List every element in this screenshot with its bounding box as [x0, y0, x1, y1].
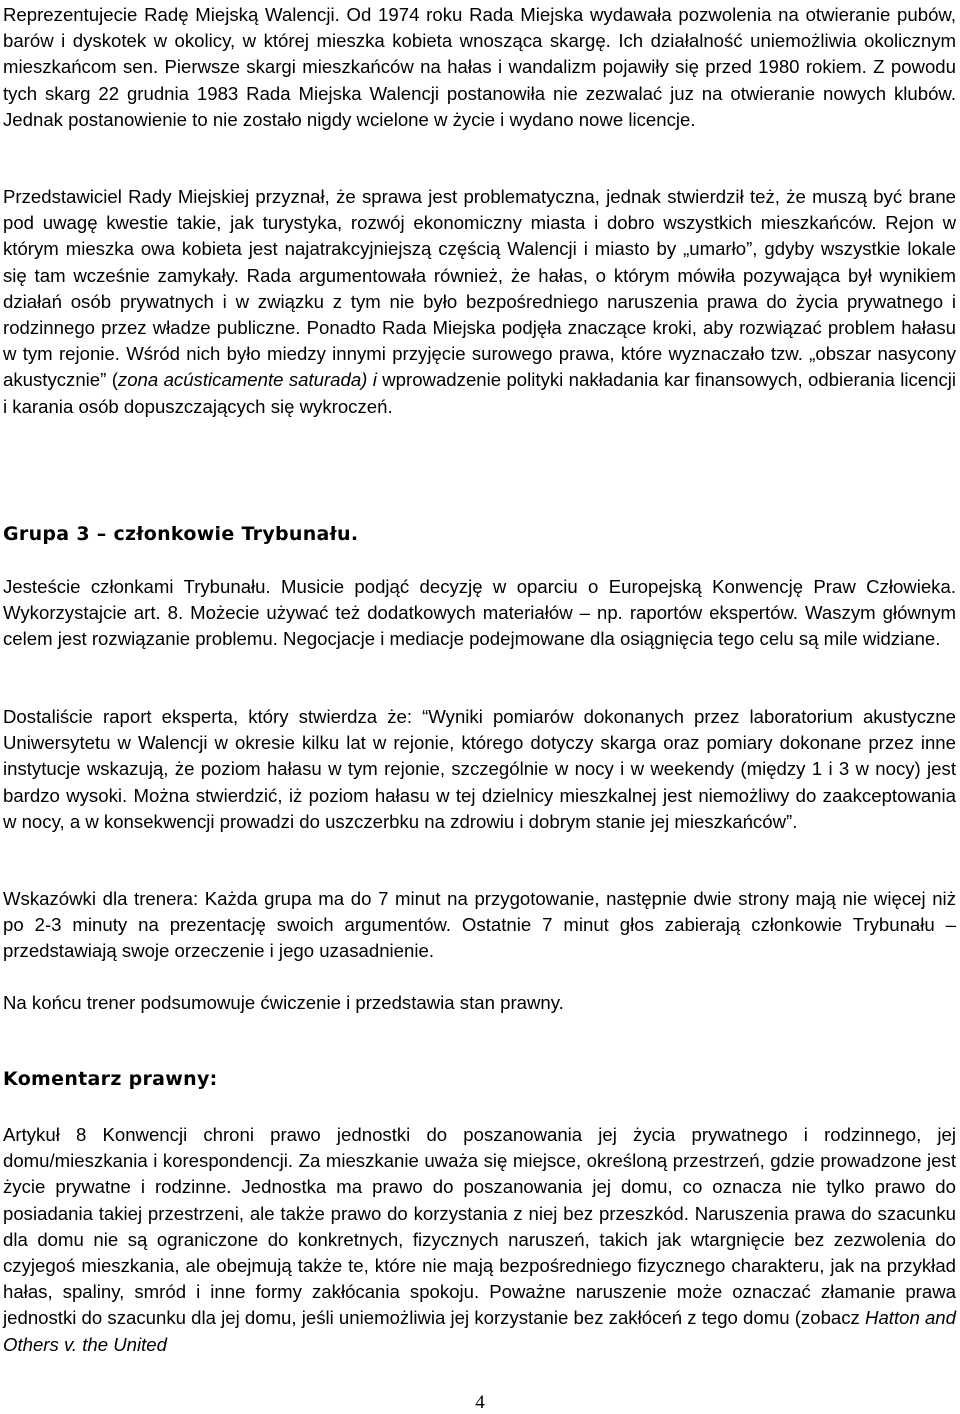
- paragraph-expert-report: Dostaliście raport eksperta, który stwierdza że: “Wyniki pomiarów dokonanych przez laboratorium akustyczne Uniwersytetu w Walencji w okresie kilku lat w rejonie, którego dotyczy skarga oraz pomiary dokonane przez inne instytucje wskazują, że poziom hałasu w tym rejonie, szczególnie w nocy i w weekendy (między 1 i 3 w nocy) jest bardzo wysoki. Można stwierdzić, iż poziom hałasu w tej dzielnicy mieszkalnej jest niemożliwy do zaakceptowania w nocy, a w konsekwencji prowadzi do uszczerbku na zdrowiu i dobrym stanie jej mieszkańców”.: [3, 706, 956, 832]
- heading-group-3: Grupa 3 – członkowie Trybunału.: [3, 523, 359, 545]
- paragraph-council-licences: Reprezentujecie Radę Miejską Walencji. Od 1974 roku Rada Miejska wydawała pozwolenia na otwieranie pubów, barów i dyskotek w okolicy, w której mieszka kobieta wnosząca skargę. Ich działalność uniemożliwia okolicznym mieszkańcom sen. Pierwsze skargi mieszkańców na hałas i wandalizm pojawiły się przed 1980 rokiem. Z powodu tych skarg 22 grudnia 1983 Rada Miejska Walencji postanowiła nie zezwalać juz na otwieranie nowych klubów. Jednak postanowienie to nie zostało nigdy wcielone w życie i wydano nowe licencje.: [3, 4, 956, 130]
- paragraph-trainer-summary: Na końcu trener podsumowuje ćwiczenie i przedstawia stan prawny.: [3, 992, 564, 1013]
- paragraph-council-argument: [3, 184, 956, 420]
- paragraph-council-argument-text: Przedstawiciel Rady Miejskiej przyznał, że sprawa jest problematyczna, jednak stwierdził też, że muszą być brane pod uwagę kwestie takie, jak turystyka, rozwój ekonomiczny miasta i dobro wszystkich mieszkańców. Rejon w którym mieszka owa kobieta jest najatrakcyjniejszą częścią Walencji i miasto by „umarło”, gdyby wszystkie lokale się tam wcześnie zamykały. Rada argumentowała również, że hałas, o którym mówiła pozywająca był wynikiem działań osób prywatnych i w związku z tym nie było bezpośredniego naruszenia prawa do życia prywatnego i rodzinnego przez władze publiczne. Ponadto Rada Miejska podjęła znaczące kroki, aby rozwiązać problem hałasu w tym rejonie. Wśród nich było miedzy innymi przyjęcie surowego prawa, które wyznaczało tzw. „obszar nasycony akustycznie” (: [3, 186, 956, 391]
- heading-legal-commentary: Komentarz prawny:: [3, 1068, 218, 1090]
- paragraph-legal-commentary: [3, 1122, 956, 1358]
- paragraph-council-argument-italic: zona acústicamente saturada) i: [117, 369, 377, 391]
- page-number: 4: [475, 1392, 485, 1413]
- paragraph-legal-commentary-italic: Hatton and Others v. the United: [3, 1307, 956, 1355]
- paragraph-council-argument-end: wprowadzenie polityki nakładania kar finansowych, odbierania licencji i karania osób dopuszczających się wykroczeń.: [3, 369, 956, 417]
- paragraph-trainer-instructions: Wskazówki dla trenera: Każda grupa ma do 7 minut na przygotowanie, następnie dwie strony mają nie więcej niż po 2-3 minuty na prezentację swoich argumentów. Ostatnie 7 minut głos zabierają członkowie Trybunału – przedstawiają swoje orzeczenie i jego uzasadnienie.: [3, 888, 956, 962]
- paragraph-legal-commentary-text: Artykuł 8 Konwencji chroni prawo jednostki do poszanowania jej życia prywatnego i rodzinnego, jej domu/mieszkania i korespondencji. Za mieszkanie uważa się miejsce, określoną przestrzeń, gdzie prowadzone jest życie prywatne i rodzinne. Jednostka ma prawo do poszanowania jej domu, co oznacza nie tylko prawo do posiadania takiej przestrzeni, ale także prawo do korzystania z niej bez przeszkód. Naruszenia prawa do szacunku dla domu nie są ograniczone do konkretnych, fizycznych naruszeń, takich jak wtargnięcie bez zezwolenia do czyjegoś mieszkania, ale obejmują także te, które nie mają bezpośredniego fizycznego charakteru, jak na przykład hałas, spaliny, smród i inne formy zakłócania spokoju. Poważne naruszenie może oznaczać złamanie prawa jednostki do szacunku dla jej domu, jeśli uniemożliwia jej korzystanie bez zakłóceń z tego domu (zobacz: [3, 1124, 956, 1329]
- paragraph-tribunal-members: Jesteście członkami Trybunału. Musicie podjąć decyzję w oparciu o Europejską Konwencję Praw Człowieka. Wykorzystajcie art. 8. Możecie używać też dodatkowych materiałów – np. raportów ekspertów. Waszym głównym celem jest rozwiązanie problemu. Negocjacje i mediacje podejmowane dla osiągnięcia tego celu są mile widziane.: [3, 576, 956, 650]
